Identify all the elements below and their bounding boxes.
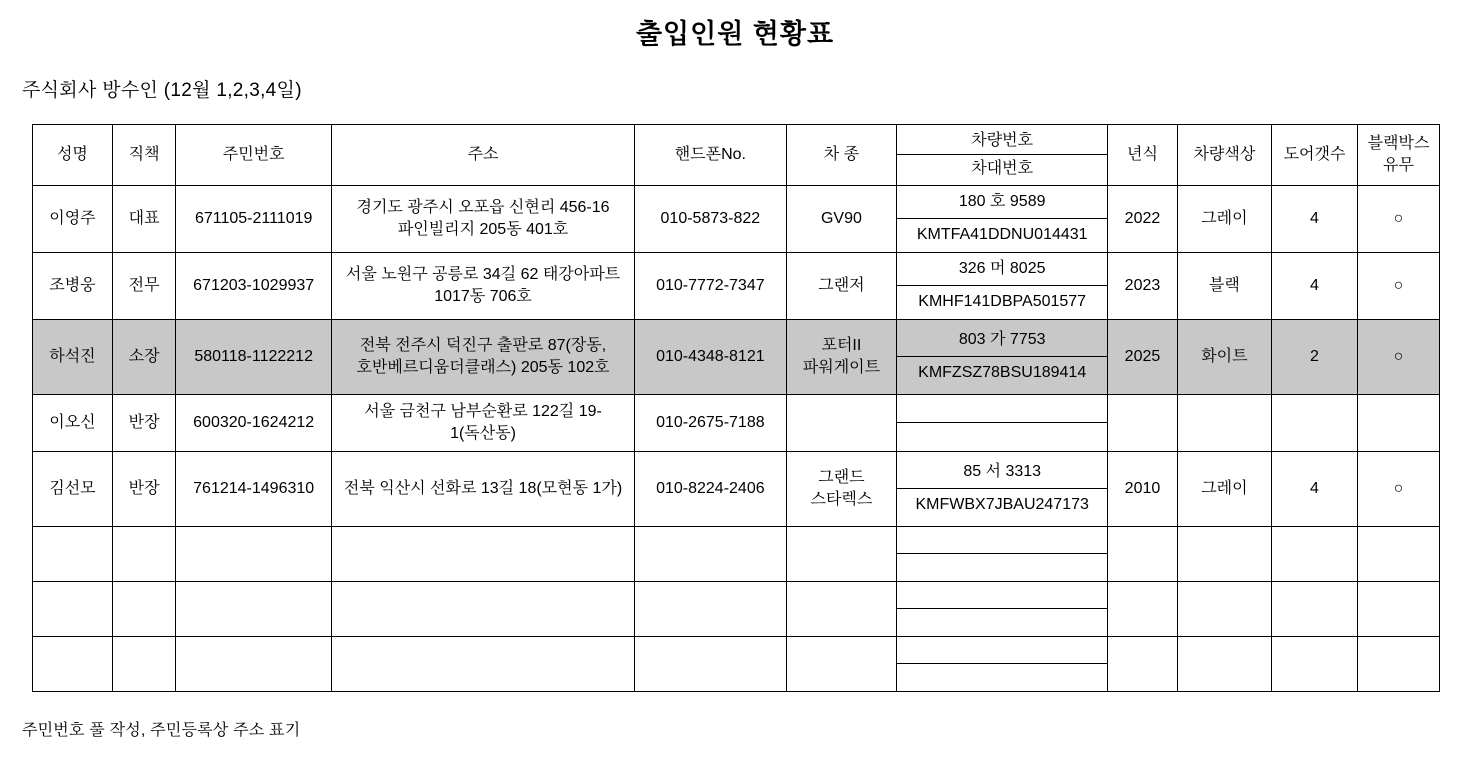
cell-year: 2010 [1108,451,1178,526]
header-phone: 핸드폰No. [635,125,787,186]
cell-color [1177,394,1271,451]
header-row [33,125,1440,186]
table-container [32,124,1440,692]
cell-vin-no [897,554,1107,576]
table-row[interactable] [33,526,1440,581]
cell-name: 하석진 [33,319,113,394]
cell-color [1177,526,1271,581]
table-row[interactable] [33,319,1440,394]
cell-name [33,636,113,691]
cell-name [33,526,113,581]
cell-color [1177,581,1271,636]
cell-vehicle-numbers [897,636,1108,691]
cell-address [331,526,634,581]
cell-vehicle-numbers [897,451,1108,526]
cell-vehicle-numbers [897,252,1108,319]
cell-phone [635,581,787,636]
cell-vin-no: KMHF141DBPA501577 [918,293,1087,311]
table-row[interactable] [33,252,1440,319]
cell-address: 서울 금천구 남부순환로 122길 19-1(독산동) [331,394,634,451]
cell-doors [1271,394,1357,451]
cell-plate-no [897,532,1107,554]
header-year: 년식 [1108,125,1178,186]
cell-car-type [786,636,897,691]
cell-phone: 010-8224-2406 [635,451,787,526]
cell-blackbox: ○ [1358,252,1440,319]
header-vin-no: 차대번호 [971,160,1034,177]
cell-phone: 010-5873-822 [635,186,787,253]
cell-color [1177,636,1271,691]
cell-year: 2023 [1108,252,1178,319]
cell-blackbox [1358,581,1440,636]
cell-position: 소장 [112,319,175,394]
header-position: 직책 [112,125,175,186]
cell-doors [1271,526,1357,581]
cell-resident-no: 761214-1496310 [176,451,332,526]
cell-blackbox [1358,394,1440,451]
cell-car-type: GV90 [786,186,897,253]
cell-address [331,636,634,691]
cell-plate-no: 85 서 3313 [897,456,1107,489]
cell-color: 화이트 [1177,319,1271,394]
cell-vin-no: KMTFA41DDNU014431 [916,226,1088,244]
header-doors: 도어갯수 [1271,125,1357,186]
cell-blackbox: ○ [1358,451,1440,526]
cell-address: 경기도 광주시 오포읍 신현리 456-16 파인빌리지 205동 401호 [331,186,634,253]
cell-resident-no: 580118-1122212 [176,319,332,394]
cell-vin-no [897,664,1107,686]
cell-year: 2025 [1108,319,1178,394]
table-row[interactable] [33,451,1440,526]
cell-address: 서울 노원구 공릉로 34길 62 태강아파트 1017동 706호 [331,252,634,319]
cell-blackbox: ○ [1358,186,1440,253]
cell-car-type [786,394,897,451]
cell-car-type [786,526,897,581]
cell-name: 이영주 [33,186,113,253]
cell-address: 전북 익산시 선화로 13길 18(모현동 1가) [331,451,634,526]
header-name: 성명 [33,125,113,186]
cell-plate-no: 180 호 9589 [897,186,1107,219]
cell-name [33,581,113,636]
cell-resident-no [176,526,332,581]
cell-plate-no [897,401,1107,423]
cell-position: 대표 [112,186,175,253]
table-row[interactable] [33,186,1440,253]
cell-name: 이오신 [33,394,113,451]
header-address: 주소 [331,125,634,186]
cell-year [1108,636,1178,691]
cell-position [112,581,175,636]
cell-car-type: 그랜드 스타렉스 [786,451,897,526]
cell-blackbox: ○ [1358,319,1440,394]
cell-name: 조병웅 [33,252,113,319]
cell-plate-no: 326 머 8025 [897,253,1107,286]
cell-car-type [786,581,897,636]
cell-phone: 010-2675-7188 [635,394,787,451]
cell-vehicle-numbers [897,319,1108,394]
cell-phone [635,526,787,581]
cell-address [331,581,634,636]
page-title: 출입인원 현황표 [635,19,835,49]
cell-doors: 4 [1271,451,1357,526]
table-body [33,186,1440,692]
cell-color: 그레이 [1177,451,1271,526]
cell-vin-no: KMFZSZ78BSU189414 [918,364,1087,382]
cell-year [1108,581,1178,636]
table-row[interactable] [33,636,1440,691]
document-subtitle: 주식회사 방수인 (12월 1,2,3,4일) [22,80,302,101]
cell-address: 전북 전주시 덕진구 출판로 87(장동, 호반베르디움더클래스) 205동 102호 [331,319,634,394]
cell-year: 2022 [1108,186,1178,253]
cell-year [1108,526,1178,581]
cell-resident-no: 671203-1029937 [176,252,332,319]
cell-resident-no: 671105-2111019 [176,186,332,253]
cell-vehicle-numbers [897,581,1108,636]
cell-vehicle-numbers [897,526,1108,581]
cell-resident-no: 600320-1624212 [176,394,332,451]
cell-vin-no [897,609,1107,631]
cell-car-type: 그랜저 [786,252,897,319]
table-row[interactable] [33,581,1440,636]
table-header [33,125,1440,186]
cell-car-type: 포터II 파워게이트 [786,319,897,394]
cell-name: 김선모 [33,451,113,526]
cell-vehicle-numbers [897,186,1108,253]
cell-vehicle-numbers [897,394,1108,451]
cell-resident-no [176,636,332,691]
cell-doors: 4 [1271,186,1357,253]
cell-color: 그레이 [1177,186,1271,253]
cell-doors: 2 [1271,319,1357,394]
header-color: 차량색상 [1177,125,1271,186]
cell-position [112,526,175,581]
header-resident-no: 주민번호 [176,125,332,186]
header-vehicle-numbers [897,125,1108,186]
cell-plate-no [897,587,1107,609]
cell-doors: 4 [1271,252,1357,319]
cell-position: 전무 [112,252,175,319]
cell-year [1108,394,1178,451]
cell-position: 반장 [112,394,175,451]
header-blackbox: 블랙박스 유무 [1358,125,1440,186]
cell-doors [1271,636,1357,691]
header-plate-no: 차량번호 [897,127,1107,155]
cell-resident-no [176,581,332,636]
cell-position: 반장 [112,451,175,526]
cell-plate-no [897,642,1107,664]
cell-position [112,636,175,691]
cell-vin-no: KMFWBX7JBAU247173 [915,496,1089,514]
cell-phone: 010-7772-7347 [635,252,787,319]
table-row[interactable] [33,394,1440,451]
cell-color: 블랙 [1177,252,1271,319]
cell-blackbox [1358,636,1440,691]
cell-vin-no [897,423,1107,445]
cell-phone: 010-4348-8121 [635,319,787,394]
header-car-type: 차 종 [786,125,897,186]
footnote: 주민번호 풀 작성, 주민등록상 주소 표기 [22,722,301,739]
cell-phone [635,636,787,691]
cell-plate-no: 803 가 7753 [897,324,1107,357]
cell-doors [1271,581,1357,636]
cell-blackbox [1358,526,1440,581]
document-page [0,12,1470,758]
entry-personnel-table [32,124,1440,692]
